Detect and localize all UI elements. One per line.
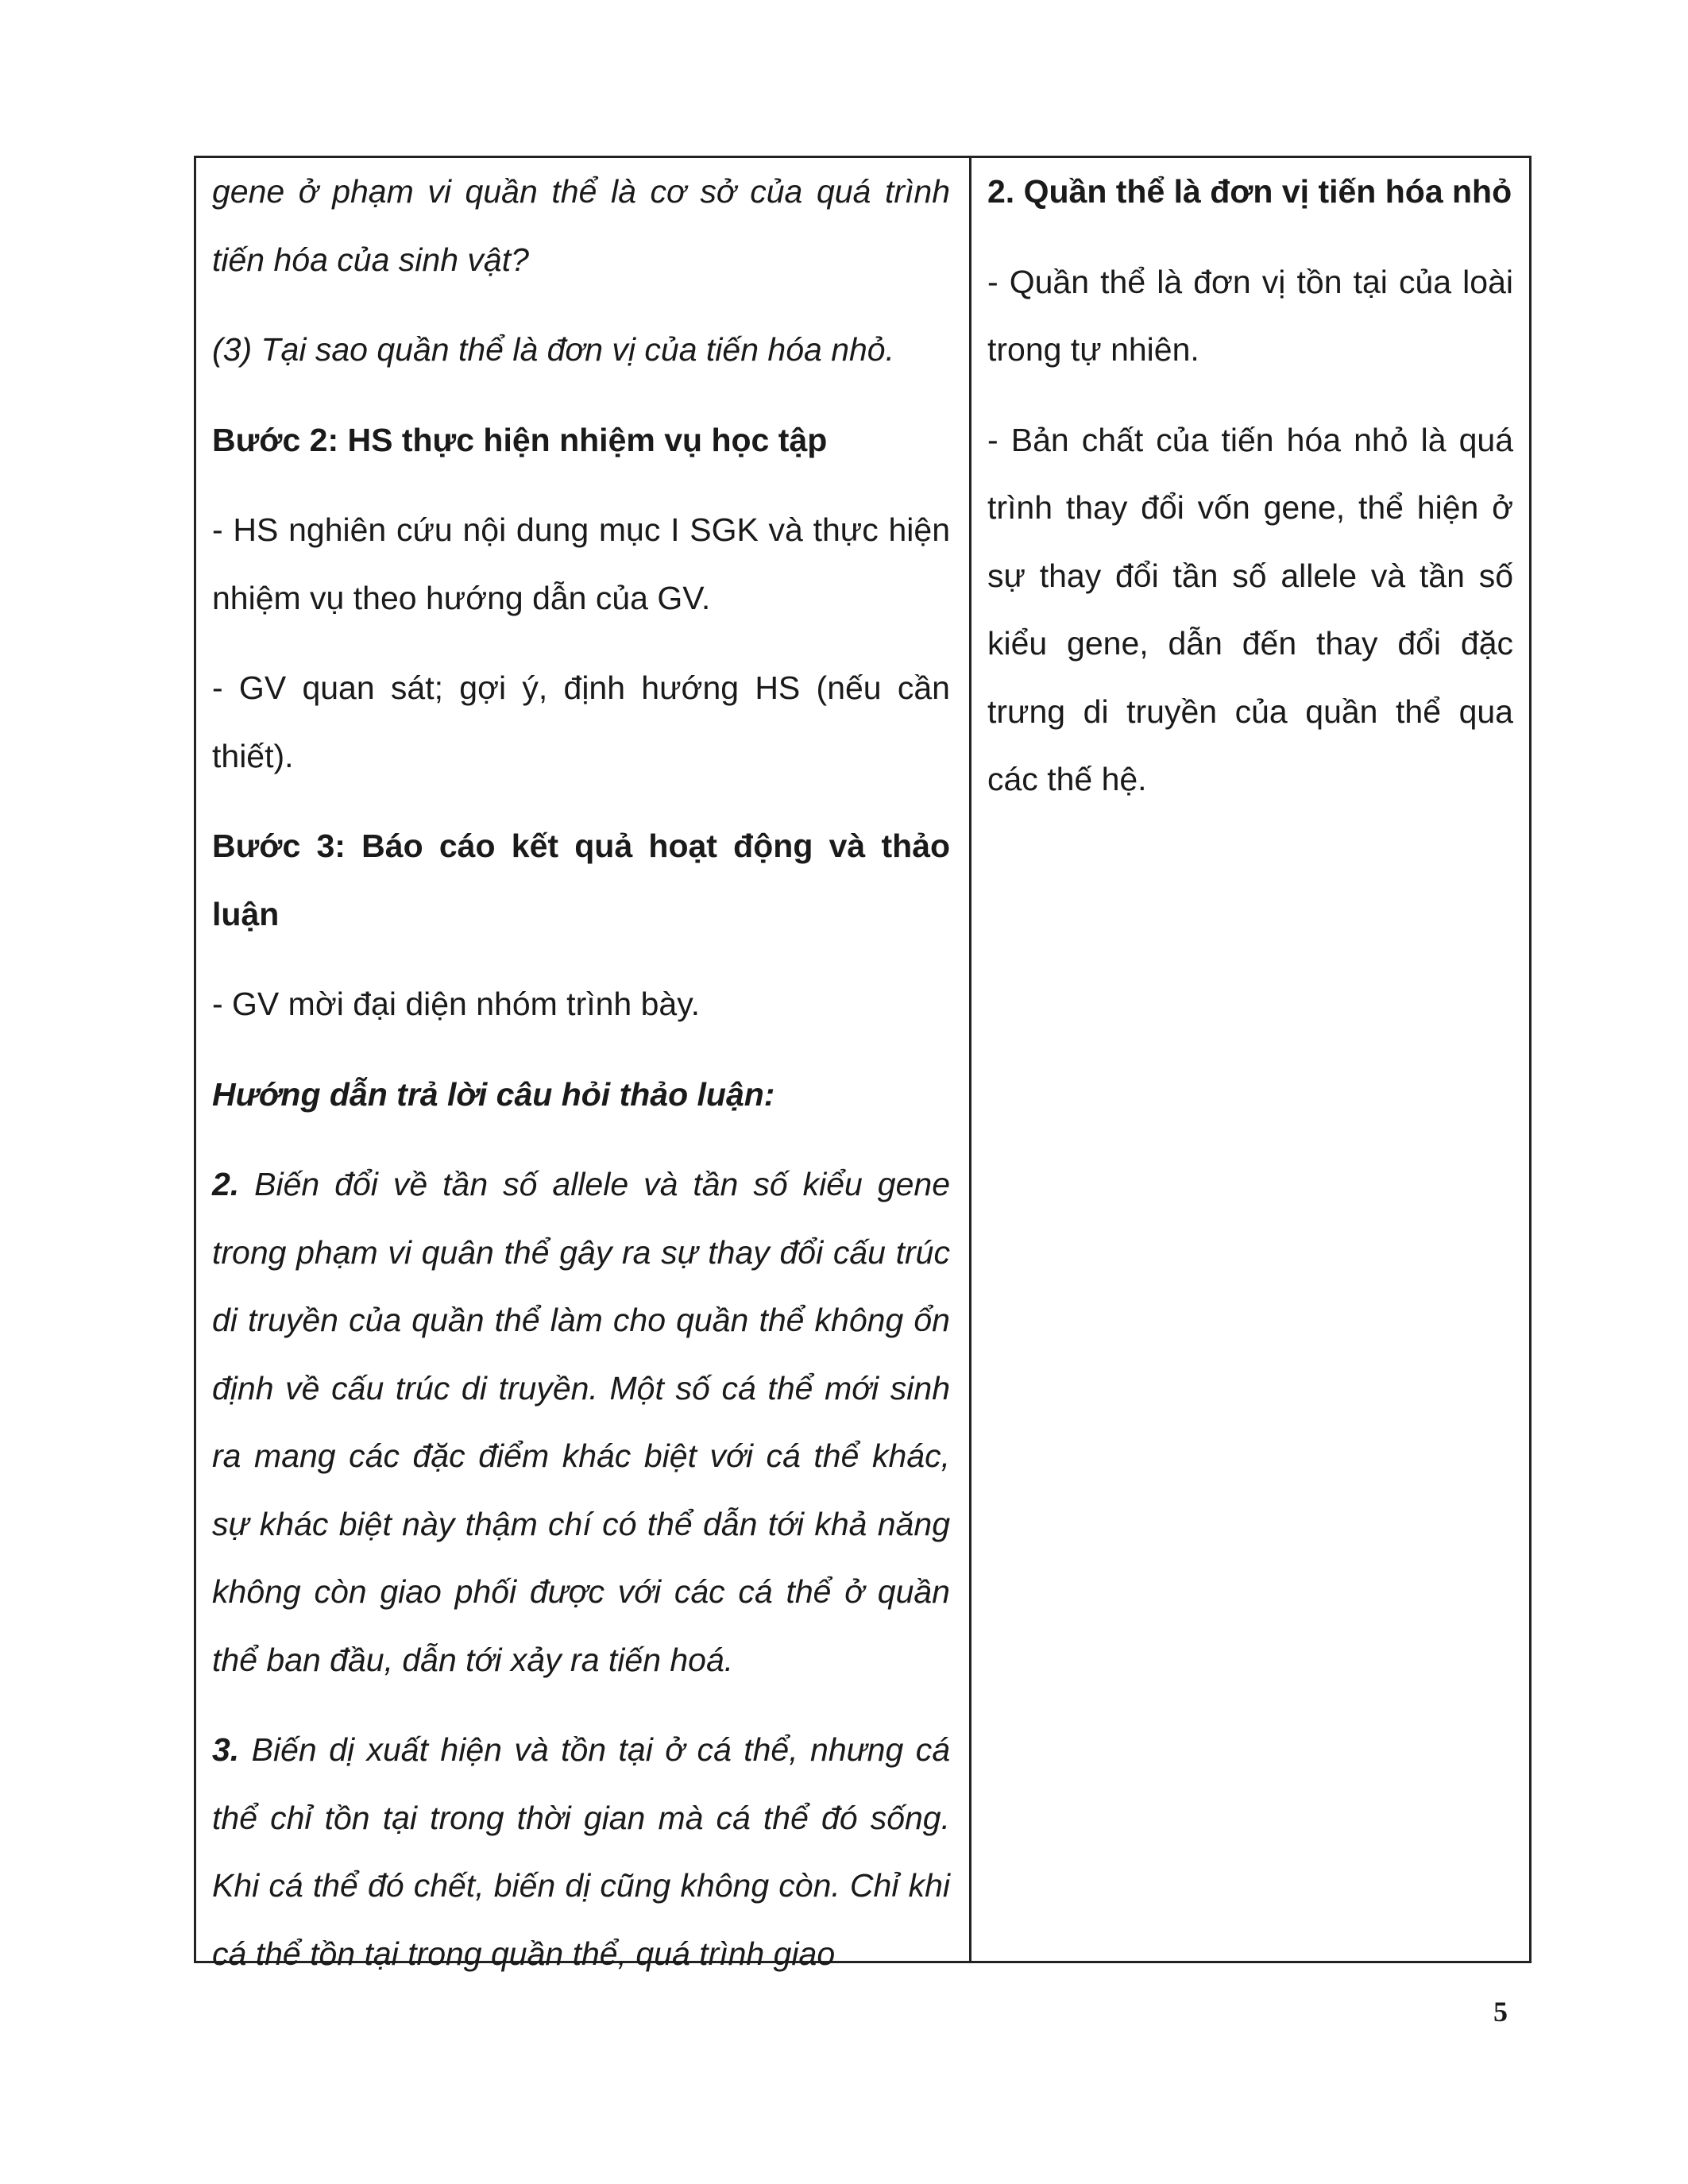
discussion-guide-heading: Hướng dẫn trả lời câu hỏi thảo luận:: [212, 1075, 775, 1113]
step-2-item-2: - GV quan sát; gợi ý, định hướng HS (nếu cần thiết).: [212, 669, 950, 774]
activity-column: [196, 158, 971, 1972]
answer-3-number: 3.: [212, 1731, 240, 1768]
answer-3: [212, 1716, 950, 1988]
answer-3-text: Biến dị xuất hiện và tồn tại ở cá thể, nhưng cá thể chỉ tồn tại trong thời gian mà cá thể đó sống. Khi cá thể đó chết, biến dị cũng không còn. Chỉ khi cá thể tồn tại trong quần thể, quá trình giao: [212, 1731, 950, 1972]
question-3: (3) Tại sao quần thể là đơn vị của tiến hóa nhỏ.: [212, 331, 894, 368]
page-number: 5: [1493, 1996, 1508, 2028]
step-2-heading: Bước 2: HS thực hiện nhiệm vụ học tập: [212, 421, 828, 458]
answer-2-text: Biến đổi về tần số allele và tần số kiểu gene trong phạm vi quân thể gây ra sự thay đổi cấu trúc di truyền của quần thể làm cho quần thể không ổn định về cấu trúc di truyền. Một số cá thể mới sinh ra mang các đặc điểm khác biệt với cá thể khác, sự khác biệt này thậm chí có thể dẫn tới khả năng không còn giao phối được với các cá thể ở quần thể ban đầu, dẫn tới xảy ra tiến hoá.: [212, 1166, 950, 1678]
content-column: [971, 158, 1529, 1961]
step-3-item-1: - GV mời đại diện nhóm trình bày.: [212, 986, 701, 1022]
answer-2: [212, 1151, 950, 1694]
step-3-heading: Bước 3: Báo cáo kết quả hoạt động và thảo luận: [212, 828, 950, 932]
content-item-1: - Quần thể là đơn vị tồn tại của loài trong tự nhiên.: [987, 263, 1513, 368]
section-heading: 2. Quần thể là đơn vị tiến hóa nhỏ: [987, 173, 1512, 210]
content-item-2: - Bản chất của tiến hóa nhỏ là quá trình thay đổi vốn gene, thể hiện ở sự thay đổi tần số allele và tần số kiểu gene, dẫn đến thay đổi đặc trưng di truyền của quần thể qua các thế hệ.: [987, 421, 1513, 797]
lesson-table: [194, 156, 1532, 1972]
answer-2-number: 2.: [212, 1166, 240, 1202]
step-2-item-1: - HS nghiên cứu nội dung mục I SGK và thực hiện nhiệm vụ theo hướng dẫn của GV.: [212, 511, 950, 616]
question-continuation: gene ở phạm vi quần thể là cơ sở của quá trình tiến hóa của sinh vật?: [212, 173, 950, 278]
